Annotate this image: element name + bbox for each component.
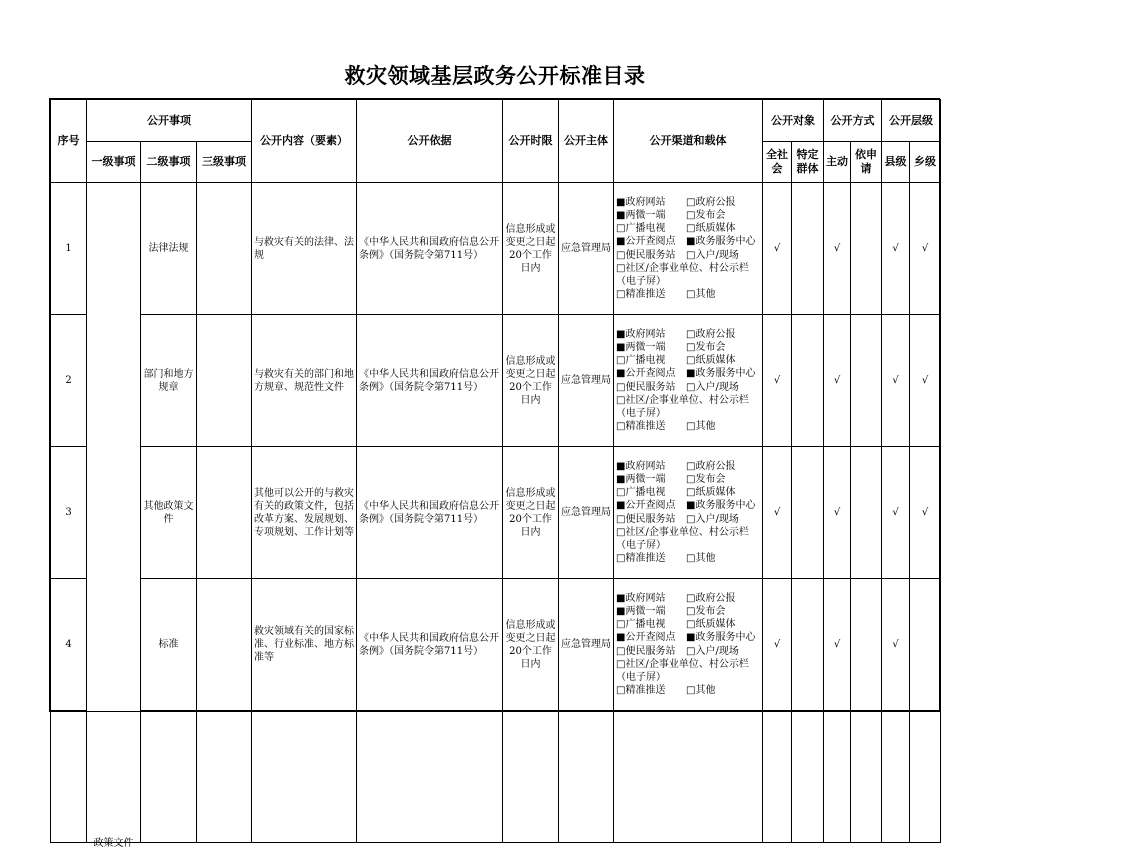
channel-option: □政府公报	[686, 592, 736, 604]
cell-target-all: √	[763, 579, 792, 711]
cell-level-town: √	[910, 447, 941, 579]
channel-option: ■公开查阅点	[616, 632, 676, 644]
channel-line	[616, 592, 760, 605]
catalog-table-container	[49, 98, 940, 849]
channel-option: □社区/企事业单位、村公示栏（电子屏）	[616, 262, 749, 287]
channel-line	[616, 645, 760, 658]
channel-line	[616, 288, 760, 301]
channel-line	[616, 196, 760, 209]
table-row	[51, 183, 941, 315]
channel-option: □入户/现场	[686, 249, 739, 261]
cell-time-limit: 信息形成或变更之日起20个工作日内	[503, 579, 559, 711]
cell-method-request	[851, 447, 882, 579]
channel-line	[616, 222, 760, 235]
header-level-county: 县级	[882, 142, 910, 183]
cell-method-request	[851, 315, 882, 447]
cell-level1	[87, 183, 141, 849]
channel-option: □广播电视	[616, 223, 666, 235]
channel-option: □发布会	[686, 209, 726, 221]
cell-channels	[614, 579, 763, 711]
channel-option: □便民服务站	[616, 381, 676, 393]
cell-level2: 部门和地方规章	[141, 315, 197, 447]
cell-subject: 应急管理局	[559, 183, 614, 315]
channel-option: ■两微一端	[616, 605, 666, 617]
header-time-limit: 公开时限	[503, 100, 559, 183]
channel-option: ■政府网站	[616, 460, 666, 472]
empty-cell	[559, 711, 614, 843]
channel-option: □纸质媒体	[686, 223, 736, 235]
channel-line	[616, 354, 760, 367]
table-row	[51, 447, 941, 579]
cell-target-specific	[792, 579, 824, 711]
channel-option: ■政务服务中心	[686, 236, 756, 248]
cell-subject: 应急管理局	[559, 315, 614, 447]
empty-cell	[51, 711, 87, 843]
channel-line	[616, 209, 760, 222]
channel-option: ■政府网站	[616, 196, 666, 208]
cell-time-limit: 信息形成或变更之日起20个工作日内	[503, 447, 559, 579]
channel-option: ■两微一端	[616, 209, 666, 221]
cell-method-active: √	[824, 183, 851, 315]
empty-cell	[503, 711, 559, 843]
header-basis: 公开依据	[357, 100, 503, 183]
channel-option: □发布会	[686, 341, 726, 353]
channel-option: □精准推送	[616, 553, 666, 565]
cell-level3	[197, 579, 252, 711]
empty-cell	[252, 711, 357, 843]
channel-option: □其他	[686, 553, 716, 565]
cell-content: 与救灾有关的部门和地方规章、规范性文件	[252, 315, 357, 447]
table-row	[51, 711, 941, 843]
cell-seq: 3	[51, 447, 87, 579]
header-level3: 三级事项	[197, 142, 252, 183]
header-target-all: 全社会	[763, 142, 792, 183]
header-method-request: 依申请	[851, 142, 882, 183]
channel-option: ■两微一端	[616, 473, 666, 485]
channel-option: ■公开查阅点	[616, 368, 676, 380]
channel-option: □精准推送	[616, 289, 666, 301]
header-level-group: 公开层级	[882, 100, 941, 142]
channel-option: □入户/现场	[686, 381, 739, 393]
empty-cell	[824, 711, 851, 843]
channel-line	[616, 499, 760, 512]
empty-cell	[882, 711, 910, 843]
cell-method-active: √	[824, 315, 851, 447]
channel-line	[616, 552, 760, 565]
cell-level-town: √	[910, 183, 941, 315]
channel-line	[616, 420, 760, 433]
table-row	[51, 315, 941, 447]
header-items-group: 公开事项	[87, 100, 252, 142]
channel-option: ■政府网站	[616, 592, 666, 604]
channel-option: ■政务服务中心	[686, 500, 756, 512]
channel-option: □发布会	[686, 605, 726, 617]
channel-option: □入户/现场	[686, 645, 739, 657]
cell-basis: 《中华人民共和国政府信息公开条例》（国务院令第711号）	[357, 579, 503, 711]
cell-target-all: √	[763, 447, 792, 579]
cell-subject: 应急管理局	[559, 447, 614, 579]
channel-option: ■公开查阅点	[616, 236, 676, 248]
channel-option: □发布会	[686, 473, 726, 485]
channel-option: □便民服务站	[616, 645, 676, 657]
empty-cell	[851, 711, 882, 843]
channel-option: □其他	[686, 421, 716, 433]
header-level-town: 乡级	[910, 142, 941, 183]
cell-basis: 《中华人民共和国政府信息公开条例》（国务院令第711号）	[357, 447, 503, 579]
channel-line	[616, 631, 760, 644]
cell-time-limit: 信息形成或变更之日起20个工作日内	[503, 315, 559, 447]
header-channels: 公开渠道和载体	[614, 100, 763, 183]
channel-option: □广播电视	[616, 355, 666, 367]
cell-method-active: √	[824, 447, 851, 579]
channel-option: □便民服务站	[616, 249, 676, 261]
cell-basis: 《中华人民共和国政府信息公开条例》（国务院令第711号）	[357, 183, 503, 315]
cell-level3	[197, 315, 252, 447]
cell-seq: 2	[51, 315, 87, 447]
channel-option: □精准推送	[616, 421, 666, 433]
channel-option: □纸质媒体	[686, 619, 736, 631]
channel-option: □政府公报	[686, 328, 736, 340]
channel-option: □纸质媒体	[686, 487, 736, 499]
channel-line	[616, 341, 760, 354]
empty-cell	[357, 711, 503, 843]
cell-method-active: √	[824, 579, 851, 711]
cell-subject: 应急管理局	[559, 579, 614, 711]
empty-cell	[792, 711, 824, 843]
empty-cell	[614, 711, 763, 843]
cell-time-limit: 信息形成或变更之日起20个工作日内	[503, 183, 559, 315]
header-method-active: 主动	[824, 142, 851, 183]
cell-level-county: √	[882, 579, 910, 711]
header-method-group: 公开方式	[824, 100, 882, 142]
cell-level2: 法律法规	[141, 183, 197, 315]
channel-option: □其他	[686, 289, 716, 301]
cell-basis: 《中华人民共和国政府信息公开条例》（国务院令第711号）	[357, 315, 503, 447]
cell-level-county: √	[882, 183, 910, 315]
channel-option: ■公开查阅点	[616, 500, 676, 512]
channel-line	[616, 460, 760, 473]
cell-content: 其他可以公开的与救灾有关的政策文件，包括改革方案、发展规划、专项规划、工作计划等	[252, 447, 357, 579]
header-target-specific: 特定群体	[792, 142, 824, 183]
cell-target-specific	[792, 315, 824, 447]
channel-line	[616, 473, 760, 486]
cell-level-town: √	[910, 315, 941, 447]
channel-line	[616, 684, 760, 697]
channel-option: ■政务服务中心	[686, 368, 756, 380]
channel-option: □其他	[686, 685, 716, 697]
cell-method-request	[851, 579, 882, 711]
channel-option: □广播电视	[616, 619, 666, 631]
empty-cell	[910, 711, 941, 843]
channel-line	[616, 513, 760, 526]
channel-option: □纸质媒体	[686, 355, 736, 367]
table-row	[51, 579, 941, 711]
cell-channels	[614, 447, 763, 579]
cell-level-town	[910, 579, 941, 711]
cell-content: 与救灾有关的法律、法规	[252, 183, 357, 315]
header-level1: 一级事项	[87, 142, 141, 183]
cell-seq: 1	[51, 183, 87, 315]
cell-level2: 其他政策文件	[141, 447, 197, 579]
channel-option: □政府公报	[686, 196, 736, 208]
channel-option: □社区/企事业单位、村公示栏（电子屏）	[616, 394, 749, 419]
cell-level3	[197, 183, 252, 315]
cell-level-county: √	[882, 447, 910, 579]
channel-line	[616, 618, 760, 631]
level1-label: 政策文件	[93, 838, 134, 849]
header-seq: 序号	[51, 100, 87, 183]
cell-content: 救灾领域有关的国家标准、行业标准、地方标准等	[252, 579, 357, 711]
channel-option: □政府公报	[686, 460, 736, 472]
cell-method-request	[851, 183, 882, 315]
channel-line	[616, 605, 760, 618]
empty-cell	[141, 711, 197, 843]
cell-target-all: √	[763, 315, 792, 447]
channel-option: □入户/现场	[686, 513, 739, 525]
channel-option: □社区/企事业单位、村公示栏（电子屏）	[616, 658, 749, 683]
page-title: 救灾领域基层政务公开标准目录	[344, 64, 646, 88]
channel-line	[616, 235, 760, 248]
empty-cell	[763, 711, 792, 843]
header-content: 公开内容（要素）	[252, 100, 357, 183]
cell-target-all: √	[763, 183, 792, 315]
channel-line	[616, 367, 760, 380]
channel-option: ■政务服务中心	[686, 632, 756, 644]
channel-line	[616, 486, 760, 499]
cell-target-specific	[792, 183, 824, 315]
channel-line	[616, 381, 760, 394]
header-row-1	[51, 100, 941, 142]
empty-cell	[197, 711, 252, 843]
cell-channels	[614, 183, 763, 315]
channel-option: □精准推送	[616, 685, 666, 697]
header-subject: 公开主体	[559, 100, 614, 183]
channel-option: □广播电视	[616, 487, 666, 499]
catalog-table	[50, 99, 941, 849]
cell-channels	[614, 315, 763, 447]
header-target-group: 公开对象	[763, 100, 824, 142]
cell-seq: 4	[51, 579, 87, 711]
channel-line	[616, 249, 760, 262]
cell-level-county: √	[882, 315, 910, 447]
channel-option: □便民服务站	[616, 513, 676, 525]
channel-option: ■两微一端	[616, 341, 666, 353]
channel-line	[616, 328, 760, 341]
header-level2: 二级事项	[141, 142, 197, 183]
cell-target-specific	[792, 447, 824, 579]
channel-option: □社区/企事业单位、村公示栏（电子屏）	[616, 526, 749, 551]
cell-level2: 标准	[141, 579, 197, 711]
cell-level3	[197, 447, 252, 579]
channel-option: ■政府网站	[616, 328, 666, 340]
